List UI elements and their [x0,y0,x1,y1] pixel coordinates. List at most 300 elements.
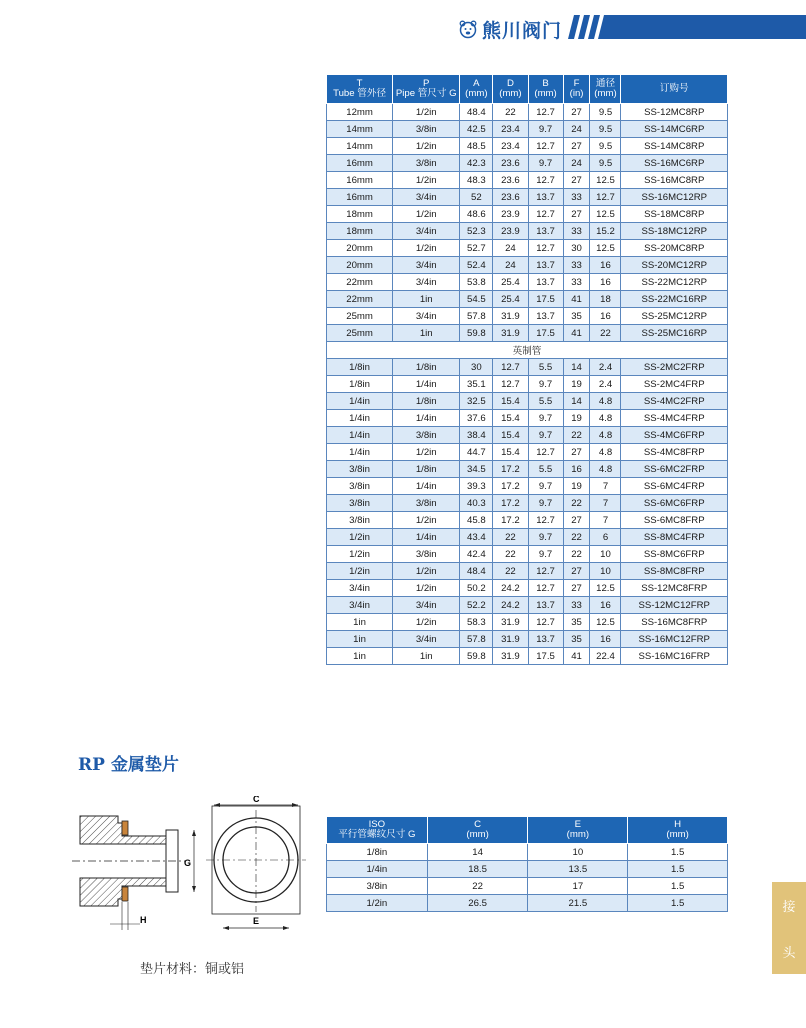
column-header [427,817,528,844]
column-header-line: Pipe 管尺寸 G [395,88,457,99]
g-label: G [184,858,192,868]
table-cell: 27 [563,444,590,461]
table-cell: 15.4 [493,444,528,461]
table-cell: 13.7 [528,274,563,291]
table-cell: 33 [563,257,590,274]
table-cell: 12.7 [528,444,563,461]
column-header-line: F [573,77,580,89]
table-cell: 12.7 [528,512,563,529]
table-cell: 24 [563,121,590,138]
table-row [327,291,728,308]
table-cell: 23.9 [493,206,528,223]
table-cell: 22 [563,495,590,512]
table-cell: 30 [563,240,590,257]
table-cell: 48.4 [460,104,493,121]
table-cell: 1/2in [393,138,460,155]
table-cell: 34.5 [460,461,493,478]
table-cell: 9.7 [528,478,563,495]
table-cell: 1/8in [393,359,460,376]
column-header-line: (mm) [499,88,522,99]
table-cell: 18.5 [427,861,528,878]
table-cell: 22 [493,563,528,580]
table-cell: 13.7 [528,597,563,614]
table-cell: 12.7 [528,614,563,631]
table-cell: 16mm [327,189,393,206]
table-cell: 23.6 [493,172,528,189]
table-cell: 19 [563,410,590,427]
table-cell: 42.4 [460,546,493,563]
table-cell: 12mm [327,104,393,121]
table-cell: 17.2 [493,512,528,529]
table-cell: 1/4in [327,410,393,427]
table-row [327,257,728,274]
table-cell: 1in [393,325,460,342]
table-cell: 15.2 [590,223,621,240]
table-cell: 2.4 [590,359,621,376]
table-cell: 3/4in [393,274,460,291]
table-row [327,172,728,189]
table-cell: SS-2MC4FRP [621,376,728,393]
table-cell: 35.1 [460,376,493,393]
e-label: E [253,916,260,926]
table-cell: SS-6MC4FRP [621,478,728,495]
table-cell: 35 [563,308,590,325]
table-cell: 1/4in [327,444,393,461]
table-cell: 23.9 [493,223,528,240]
main-spec-table [326,74,728,665]
table-cell: 22 [493,529,528,546]
table-cell: 22 [493,546,528,563]
table-cell: SS-16MC8FRP [621,614,728,631]
table-row [327,121,728,138]
table-cell: 24.2 [493,580,528,597]
table-cell: 10 [590,563,621,580]
table-cell: 12.7 [528,206,563,223]
table-cell: 48.5 [460,138,493,155]
table-cell: 31.9 [493,631,528,648]
table-cell: 1/4in [327,861,428,878]
table-cell: 13.7 [528,631,563,648]
table-cell: 18mm [327,206,393,223]
table-cell: 3/4in [393,223,460,240]
table-cell: 1/2in [393,563,460,580]
table-cell: 3/4in [327,580,393,597]
table-cell: 41 [563,325,590,342]
table-cell: 17.2 [493,478,528,495]
table-cell: 12.5 [590,206,621,223]
table-cell: 27 [563,172,590,189]
table-cell: 1in [327,648,393,665]
table-cell: 1/2in [393,104,460,121]
table-cell: 24 [493,257,528,274]
table-cell: 3/8in [327,495,393,512]
table-cell: 3/4in [327,597,393,614]
column-header-line: (mm) [566,829,590,840]
table-cell: 33 [563,274,590,291]
table-row [327,104,728,121]
table-row [327,631,728,648]
table-cell: 22 [493,104,528,121]
table-cell: 12.7 [528,580,563,597]
table-cell: 22 [427,878,528,895]
table-cell: 53.8 [460,274,493,291]
table-row [327,512,728,529]
table-cell: 1/4in [393,376,460,393]
table-cell: SS-4MC4FRP [621,410,728,427]
table-cell: 38.4 [460,427,493,444]
brand-name: 熊川阀门 [482,19,563,42]
table-cell: SS-16MC6RP [621,155,728,172]
column-header-line: (in) [569,88,584,99]
table-cell: 14 [563,393,590,410]
table-cell: 35 [563,631,590,648]
material-note: 垫片材料：铜或铝 [140,962,245,977]
table-cell: 13.5 [528,861,628,878]
table-cell: 3/8in [327,478,393,495]
table-cell: 9.7 [528,155,563,172]
table-cell: 5.5 [528,359,563,376]
table-cell: 7 [590,512,621,529]
table-cell: 20mm [327,257,393,274]
table-cell: 9.7 [528,427,563,444]
table-cell: 33 [563,189,590,206]
table-cell: 16 [563,461,590,478]
table-cell: 12.5 [590,240,621,257]
table-row [327,478,728,495]
table-cell: 12.5 [590,614,621,631]
table-cell: 1in [393,648,460,665]
table-cell: 1/2in [393,206,460,223]
header-accent-bar [568,15,806,39]
side-tab-char: 接 [782,899,796,915]
table-row [327,529,728,546]
table-cell: 32.5 [460,393,493,410]
table-cell: 14 [427,844,528,861]
table-cell: SS-12MC8RP [621,104,728,121]
table-cell: 9.5 [590,104,621,121]
table-row [327,376,728,393]
side-tab-char: 头 [782,945,796,961]
table-cell: 1/2in [393,512,460,529]
table-cell: 26.5 [427,895,528,912]
column-header-line: (mm) [534,88,557,99]
table-cell: 3/8in [327,878,428,895]
column-header-line: ISO [368,818,386,830]
table-cell: 1/8in [327,359,393,376]
side-tab [772,882,806,974]
table-cell: SS-12MC8FRP [621,580,728,597]
table-cell: 12.7 [493,359,528,376]
table-row [327,444,728,461]
table-cell: 17.5 [528,648,563,665]
column-header-line: T [356,77,363,89]
column-header-line: (mm) [466,829,489,840]
column-header [460,75,493,104]
table-cell: 4.8 [590,410,621,427]
table-cell: 58.3 [460,614,493,631]
table-cell: SS-18MC8RP [621,206,728,223]
table-cell: 9.5 [590,155,621,172]
table-cell: 27 [563,104,590,121]
table-cell: 3/4in [393,189,460,206]
table-row [327,223,728,240]
separator-row [327,342,728,359]
table-cell: 16 [590,631,621,648]
table-row [327,495,728,512]
gasket-section-view [72,816,196,930]
table-cell: 9.7 [528,410,563,427]
table-cell: 1.5 [628,861,728,878]
column-header [528,817,628,844]
table-cell: 9.7 [528,376,563,393]
table-cell: 1/8in [327,376,393,393]
column-header [590,75,621,104]
table-cell: 17.2 [493,461,528,478]
table-row [327,155,728,172]
table-cell: 23.6 [493,189,528,206]
table-cell: SS-8MC4FRP [621,529,728,546]
table-cell: 1/2in [393,172,460,189]
table-cell: 7 [590,495,621,512]
table-row [327,648,728,665]
table-cell: 9.7 [528,546,563,563]
table-cell: 37.6 [460,410,493,427]
table-cell: 1/8in [393,461,460,478]
table-cell: 23.6 [493,155,528,172]
table-cell: 12.7 [528,563,563,580]
table-cell: 1/4in [327,427,393,444]
table-row [327,861,728,878]
table-cell: 12.7 [590,189,621,206]
gasket-front-view [206,803,306,930]
column-header-line: (mm) [666,829,689,840]
table-cell: 17.5 [528,291,563,308]
table-cell: 23.4 [493,121,528,138]
table-cell: 1/2in [393,580,460,597]
table-cell: SS-22MC16RP [621,291,728,308]
table-cell: 13.7 [528,189,563,206]
table-row [327,308,728,325]
table-cell: 33 [563,223,590,240]
column-header [628,817,728,844]
table-cell: 48.4 [460,563,493,580]
table-cell: 48.3 [460,172,493,189]
table-cell: 9.5 [590,138,621,155]
column-header-line: A [473,77,480,89]
table-cell: SS-8MC8FRP [621,563,728,580]
table-row [327,393,728,410]
table-cell: 3/4in [393,308,460,325]
table-cell: 1.5 [628,878,728,895]
brand [458,12,562,46]
table-cell: 1/2in [393,614,460,631]
table-cell: 5.5 [528,393,563,410]
table-cell: 13.7 [528,308,563,325]
column-header-line: P [423,77,430,89]
table-cell: 30 [460,359,493,376]
table-cell: 59.8 [460,325,493,342]
table-cell: SS-16MC16FRP [621,648,728,665]
table-cell: 22.4 [590,648,621,665]
table-cell: 3/4in [393,597,460,614]
table-cell: 3/8in [393,155,460,172]
table-cell: 45.8 [460,512,493,529]
table-cell: 2.4 [590,376,621,393]
table-row [327,206,728,223]
column-header-line: B [542,77,549,89]
table-cell: 31.9 [493,648,528,665]
table-cell: 12.7 [528,172,563,189]
gasket-spec-table [326,816,728,912]
table-cell: 35 [563,614,590,631]
table-cell: 22 [563,546,590,563]
table-cell: 21.5 [528,895,628,912]
table-cell: SS-6MC6FRP [621,495,728,512]
table-row [327,359,728,376]
table-cell: SS-2MC2FRP [621,359,728,376]
table-cell: 52.3 [460,223,493,240]
table-cell: SS-6MC2FRP [621,461,728,478]
table-cell: 22mm [327,291,393,308]
table-row [327,895,728,912]
table-cell: 17 [528,878,628,895]
column-header [327,817,428,844]
table-cell: 1/2in [327,563,393,580]
table-cell: 14 [563,359,590,376]
table-cell: 1/4in [393,410,460,427]
table-row [327,410,728,427]
table-cell: 25mm [327,325,393,342]
table-cell: 4.8 [590,444,621,461]
table-cell: SS-16MC8RP [621,172,728,189]
table-row [327,844,728,861]
table-cell: SS-4MC6FRP [621,427,728,444]
column-header-line: 订购号 [659,82,689,94]
table-cell: 16 [590,274,621,291]
table-cell: 57.8 [460,308,493,325]
h-label: H [140,915,147,925]
column-header [621,75,728,104]
table-cell: 40.3 [460,495,493,512]
table-cell: 1/8in [393,393,460,410]
table-cell: 3/8in [393,546,460,563]
table-cell: 1/2in [393,240,460,257]
table-cell: 7 [590,478,621,495]
table-cell: SS-22MC12RP [621,274,728,291]
table-cell: 1in [327,614,393,631]
table-cell: 19 [563,376,590,393]
table-cell: 25.4 [493,274,528,291]
table-cell: 17.5 [528,325,563,342]
table-cell: SS-16MC12FRP [621,631,728,648]
table-cell: 3/4in [393,631,460,648]
table-cell: SS-8MC6FRP [621,546,728,563]
table-cell: SS-14MC6RP [621,121,728,138]
table-cell: 13.7 [528,223,563,240]
table-cell: 15.4 [493,393,528,410]
table-cell: 27 [563,206,590,223]
section-title: RP 金属垫片 [78,755,179,775]
table-cell: 1/4in [393,478,460,495]
table-row [327,274,728,291]
table-cell: SS-6MC8FRP [621,512,728,529]
column-header-line: (mm) [465,88,488,99]
table-cell: 52.7 [460,240,493,257]
table-cell: 43.4 [460,529,493,546]
table-row [327,580,728,597]
table-cell: 20mm [327,240,393,257]
table-cell: 24 [563,155,590,172]
table-cell: 13.7 [528,257,563,274]
table-cell: 16 [590,597,621,614]
table-cell: SS-12MC12FRP [621,597,728,614]
table-cell: 1in [327,631,393,648]
table-cell: 1/2in [327,546,393,563]
column-header [327,75,393,104]
table-row [327,240,728,257]
table-cell: 16mm [327,155,393,172]
column-header-line: Tube 管外径 [333,88,387,99]
table-row [327,189,728,206]
table-cell: 15.4 [493,410,528,427]
table-cell: 41 [563,648,590,665]
table-cell: 1/2in [393,444,460,461]
table-cell: 27 [563,512,590,529]
table-cell: 15.4 [493,427,528,444]
column-header-line: E [574,818,582,830]
table-cell: 3/8in [393,427,460,444]
table-row [327,427,728,444]
table-cell: 27 [563,138,590,155]
table-cell: 57.8 [460,631,493,648]
table-row [327,546,728,563]
table-cell: 18mm [327,223,393,240]
table-cell: 3/8in [393,121,460,138]
table-cell: 1.5 [628,844,728,861]
table-cell: 14mm [327,121,393,138]
table-cell: SS-25MC12RP [621,308,728,325]
table-cell: 44.7 [460,444,493,461]
table-cell: SS-4MC2FRP [621,393,728,410]
table-cell: 54.5 [460,291,493,308]
column-header-line: 平行管螺纹尺寸 G [338,829,416,840]
table-cell: SS-14MC8RP [621,138,728,155]
column-header-line: H [674,818,682,830]
table-cell: 10 [590,546,621,563]
table-cell: 12.7 [493,376,528,393]
table-row [327,614,728,631]
table-cell: SS-4MC8FRP [621,444,728,461]
table-cell: 9.7 [528,529,563,546]
table-cell: 33 [563,597,590,614]
c-label: C [253,796,260,804]
table-cell: 3/4in [393,257,460,274]
table-cell: 52.4 [460,257,493,274]
table-cell: 4.8 [590,393,621,410]
table-cell: 5.5 [528,461,563,478]
table-cell: 31.9 [493,614,528,631]
table-cell: 19 [563,478,590,495]
table-cell: 22mm [327,274,393,291]
table-cell: 12.7 [528,138,563,155]
table-cell: SS-20MC12RP [621,257,728,274]
table-cell: 23.4 [493,138,528,155]
gasket-drawing [66,796,316,936]
table-row [327,597,728,614]
table-cell: 4.8 [590,427,621,444]
table-cell: 25.4 [493,291,528,308]
table-cell: 1/4in [327,393,393,410]
